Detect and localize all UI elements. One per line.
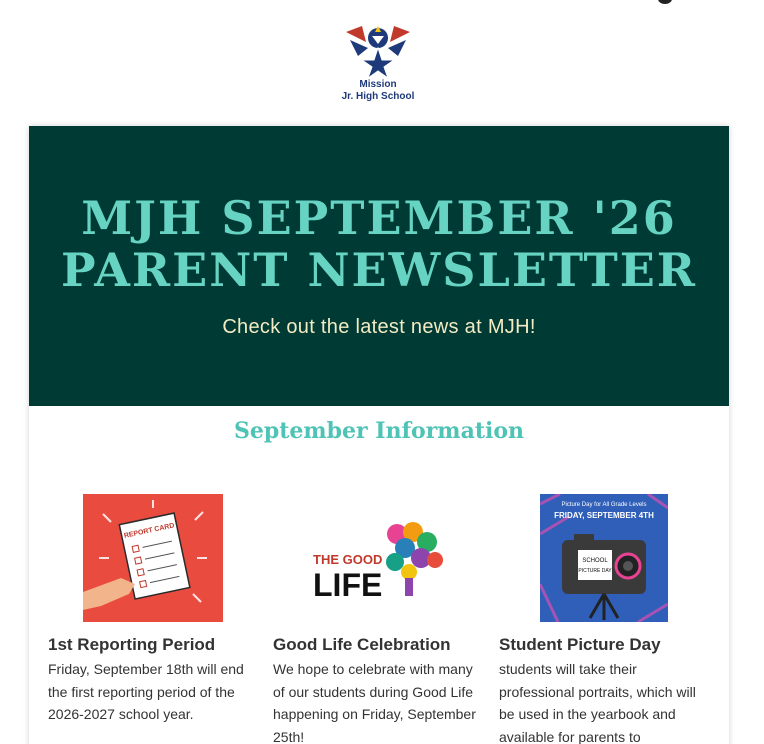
picture-day-label2: FRIDAY, SEPTEMBER 4TH bbox=[554, 511, 654, 520]
logo-school-name-line2: Jr. High School bbox=[341, 91, 415, 102]
picture-day-image[interactable] bbox=[540, 494, 668, 622]
newsletter-card bbox=[29, 126, 729, 744]
news-item-title: Student Picture Day bbox=[499, 635, 661, 654]
school-logo[interactable] bbox=[336, 18, 420, 106]
hero-title-line1: MJH SEPTEMBER '26 bbox=[81, 191, 677, 245]
good-life-image[interactable] bbox=[309, 494, 449, 622]
news-item-body: Friday, September 18th will end the first reporting period of the 2026-2027 school year. bbox=[48, 661, 244, 722]
logo-school-name-line1: Mission bbox=[359, 79, 397, 90]
report-card-text: REPORT CARD bbox=[123, 522, 176, 540]
news-item-body: We hope to celebrate with many of our students during Good Life happening on Friday, September 25th! bbox=[273, 661, 476, 744]
news-item-body: students will take their professional portraits, which will be used in the yearbook and available for parents to bbox=[499, 661, 696, 744]
news-item-title: Good Life Celebration bbox=[273, 635, 451, 654]
good-life-brain-icon bbox=[309, 494, 449, 622]
svg-text:SCHOOL: SCHOOL bbox=[582, 558, 608, 564]
hero-subtitle: Check out the latest news at MJH! bbox=[222, 316, 536, 338]
hero-title bbox=[29, 192, 729, 296]
svg-text:THE GOOD: THE GOOD bbox=[313, 552, 383, 567]
top-edge-icon bbox=[658, 0, 672, 4]
svg-text:PICTURE DAY: PICTURE DAY bbox=[578, 568, 612, 574]
picture-day-camera-icon bbox=[540, 494, 668, 622]
picture-day-label1: Picture Day for All Grade Levels bbox=[561, 502, 647, 508]
hero-banner bbox=[29, 126, 729, 406]
report-card-illustration-icon bbox=[83, 494, 223, 622]
eagle-crest-icon bbox=[336, 18, 420, 80]
section-heading: September Information bbox=[233, 418, 525, 444]
report-card-image[interactable] bbox=[83, 494, 223, 622]
news-item-title: 1st Reporting Period bbox=[48, 635, 216, 654]
svg-text:LIFE: LIFE bbox=[313, 567, 383, 603]
hero-title-line2: PARENT NEWSLETTER bbox=[60, 243, 698, 297]
